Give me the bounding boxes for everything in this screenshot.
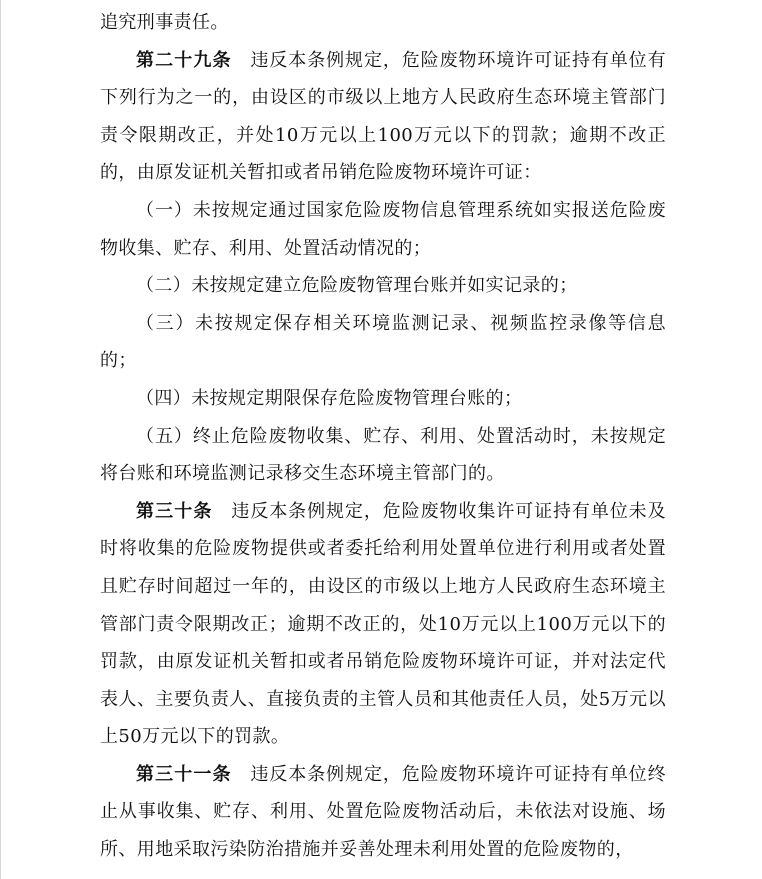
- article-31-paragraph: [100, 756, 666, 869]
- page-edge-divider: [0, 0, 1, 879]
- article-29-item-3: （三）未按规定保存相关环境监测记录、视频监控录像等信息的；: [100, 312, 666, 372]
- article-30-paragraph: [100, 493, 666, 756]
- article-29-item-5: （五）终止危险废物收集、贮存、利用、处置活动时，未按规定将台账和环境监测记录移交生态环境主管部门的。: [100, 425, 666, 485]
- article-30-heading: 第三十条: [136, 500, 213, 522]
- article-29-body: 违反本条例规定，危险废物环境许可证持有单位有下列行为之一的，由设区的市级以上地方人民政府生态环境主管部门责令限期改正，并处10万元以上100万元以下的罚款；逾期不改正的，由原发证机关暂扣或者吊销危险废物环境许可证：: [100, 49, 666, 184]
- article-29-paragraph: [100, 42, 666, 192]
- article-31-body: 违反本条例规定，危险废物环境许可证持有单位终止从事收集、贮存、利用、处置危险废物活动后，未依法对设施、场所、用地采取污染防治措施并妥善处理未利用处置的危险废物的，: [100, 763, 666, 861]
- article-29-item-4: （四）未按规定期限保存危险废物管理台账的；: [136, 387, 523, 409]
- article-31-heading: 第三十一条: [136, 763, 232, 785]
- continuation-paragraph: 追究刑事责任。: [100, 12, 229, 33]
- document-body: [100, 4, 666, 869]
- article-29-heading: 第二十九条: [136, 49, 232, 71]
- article-29-item-2: （二）未按规定建立危险废物管理台账并如实记录的；: [136, 275, 578, 297]
- article-29-item-1: （一）未按规定通过国家危险废物信息管理系统如实报送危险废物收集、贮存、利用、处置活动情况的；: [100, 199, 666, 259]
- article-30-body: 违反本条例规定，危险废物收集许可证持有单位未及时将收集的危险废物提供或者委托给利用处置单位进行利用或者处置且贮存时间超过一年的，由设区的市级以上地方人民政府生态环境主管部门责令限期改正；逾期不改正的，处10万元以上100万元以下的罚款，由原发证机关暂扣或者吊销危险废物环境许可证，并对法定代表人、主要负责人、直接负责的主管人员和其他责任人员，处5万元以上50万元以下的罚款。: [100, 500, 667, 748]
